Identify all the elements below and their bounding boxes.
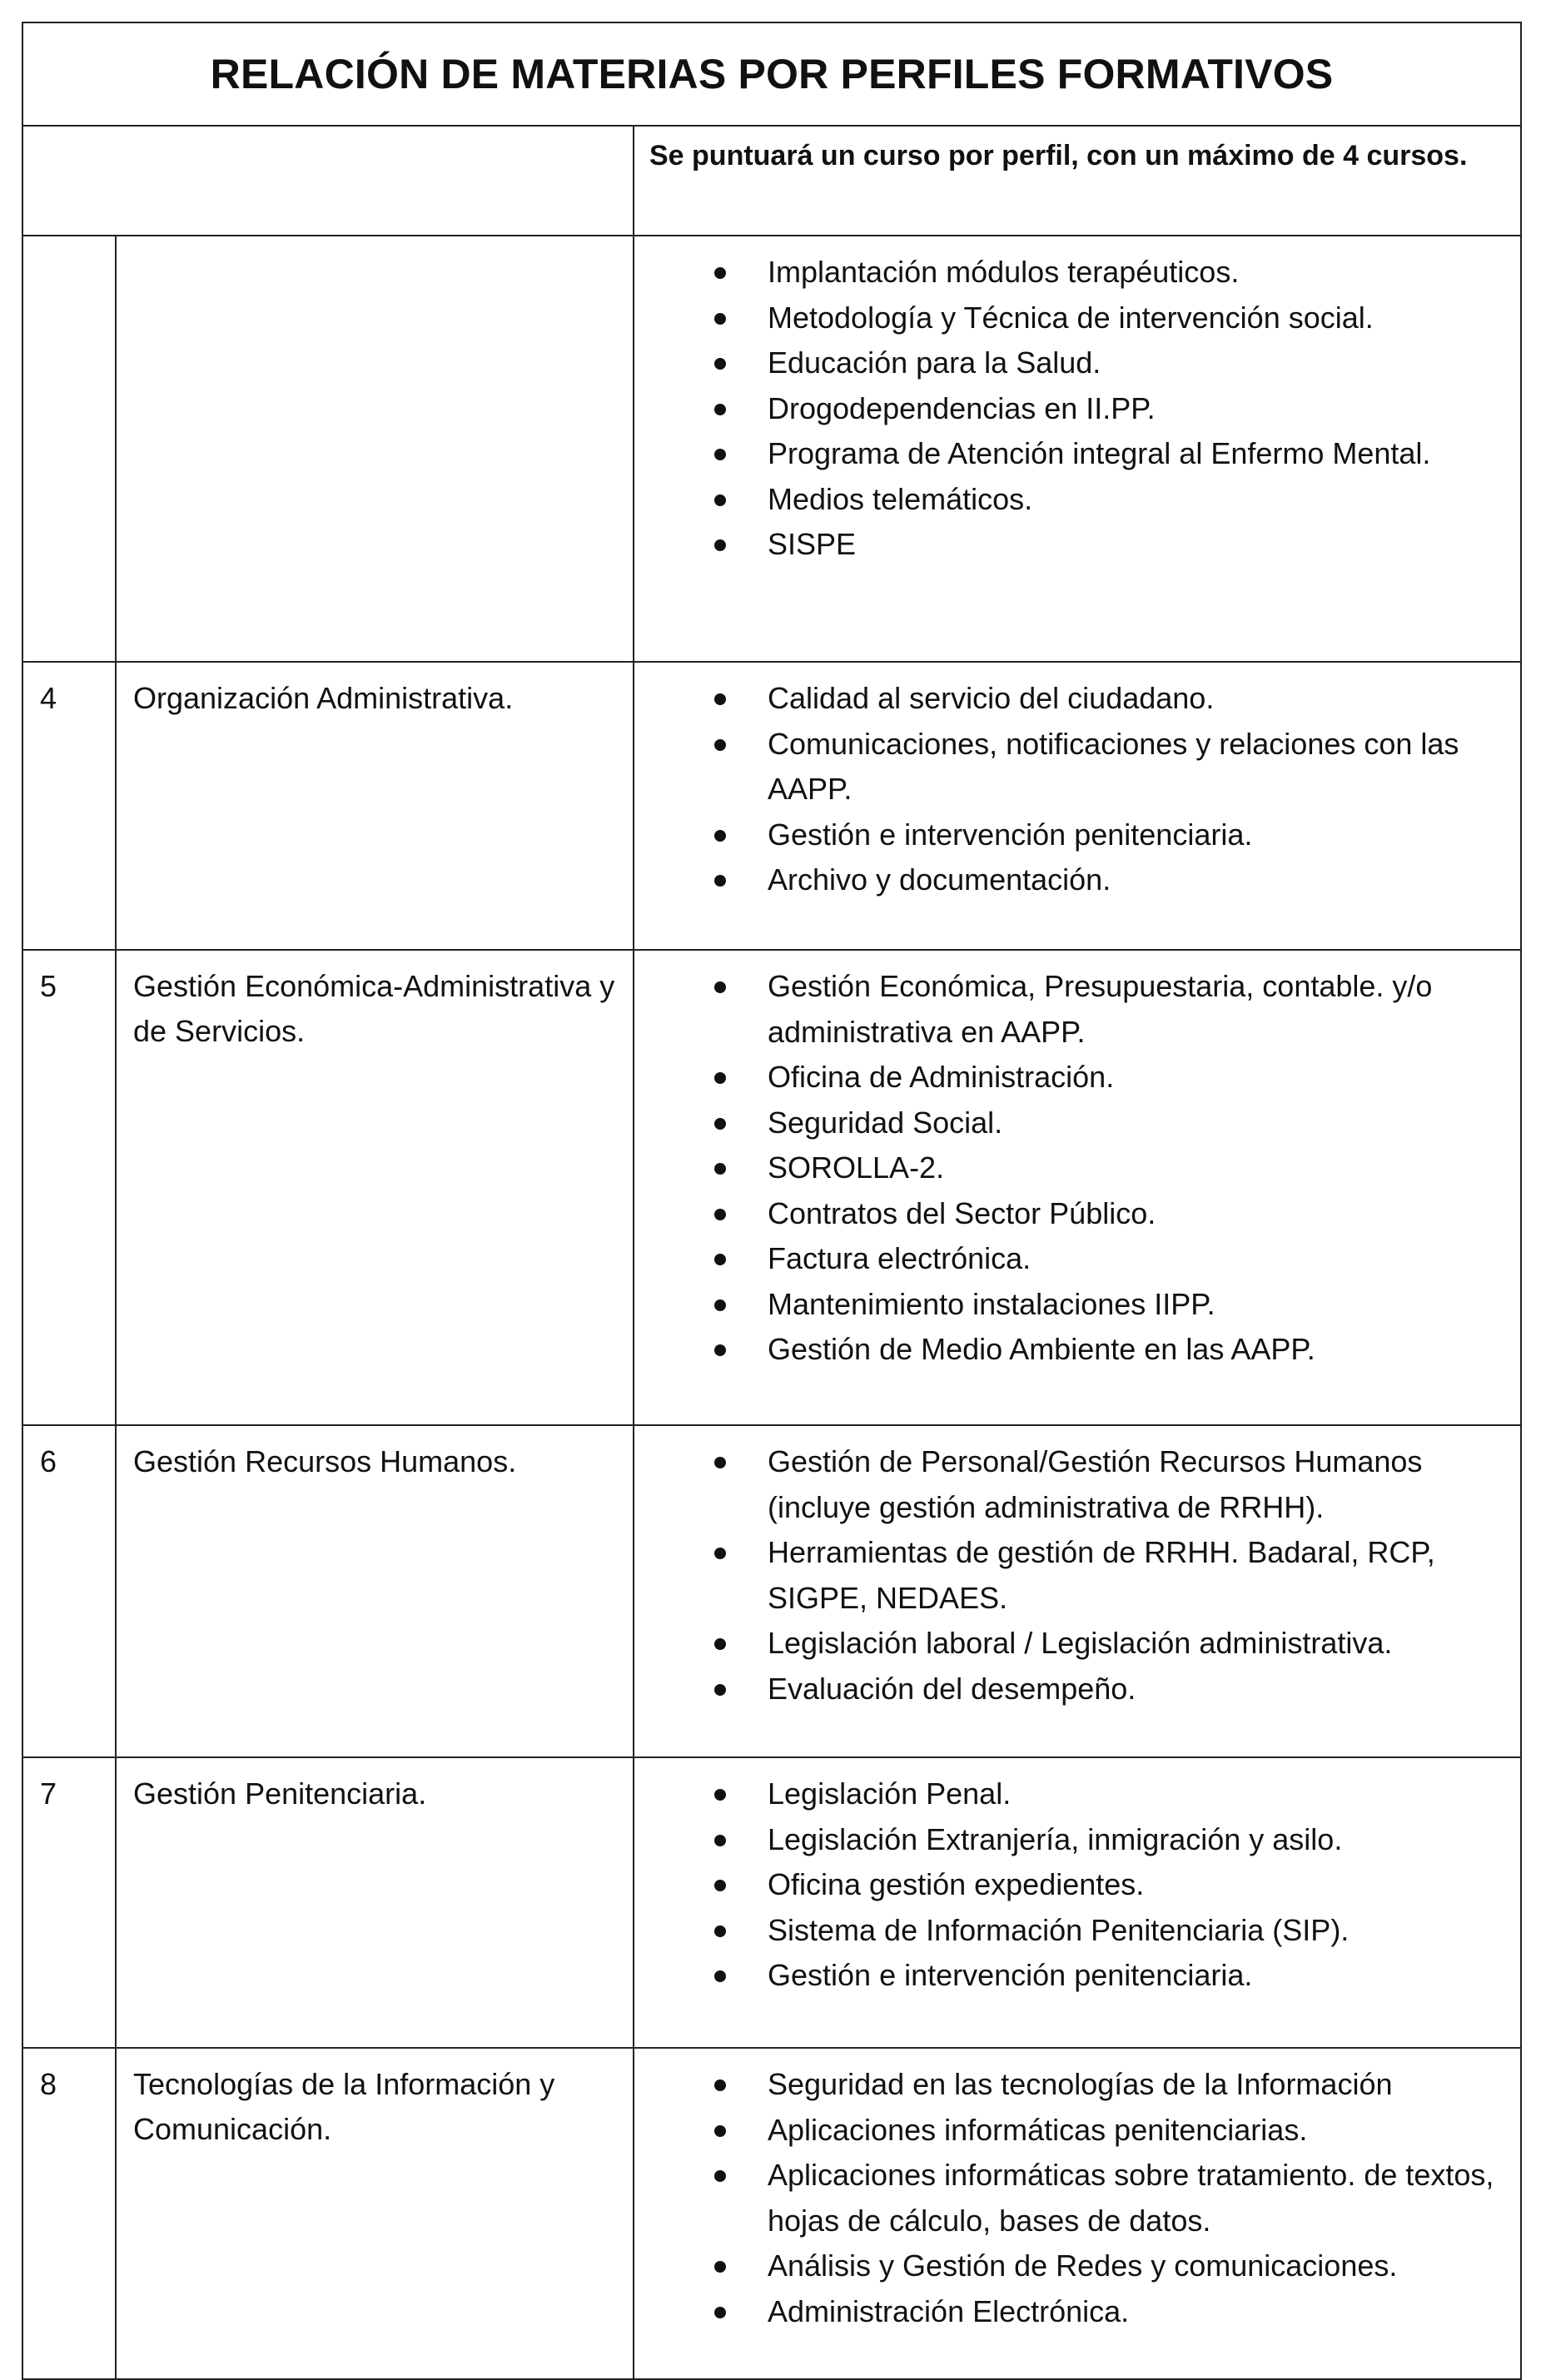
bullet-icon (714, 2170, 726, 2182)
subjects-cell (634, 236, 1521, 662)
bullet-icon (714, 313, 726, 325)
table-row (22, 662, 1521, 950)
subjects-list (634, 1439, 1510, 1712)
list-item: Análisis y Gestión de Redes y comunicaciones. (634, 2243, 1510, 2289)
table-row (22, 950, 1521, 1425)
bullet-icon (714, 1970, 726, 1982)
bullet-icon (714, 449, 726, 460)
list-item: Legislación Extranjería, inmigración y asilo. (634, 1817, 1510, 1863)
profile-name: Organización Administrativa. (116, 662, 634, 950)
profile-name: Gestión Penitenciaria. (116, 1757, 634, 2048)
profile-name: Tecnologías de la Información y Comunicación. (116, 2048, 634, 2379)
bullet-icon (714, 539, 726, 551)
subjects-cell (634, 1425, 1521, 1757)
bullet-icon (714, 739, 726, 751)
table-row (22, 2048, 1521, 2379)
bullet-icon (714, 981, 726, 993)
bullet-icon (714, 1344, 726, 1356)
profile-number: 8 (22, 2048, 116, 2379)
list-item: SISPE (634, 522, 1510, 568)
list-item: Gestión e intervención penitenciaria. (634, 1953, 1510, 1999)
list-item: Gestión de Medio Ambiente en las AAPP. (634, 1327, 1510, 1373)
list-item: Legislación laboral / Legislación administrativa. (634, 1621, 1510, 1667)
list-item: Evaluación del desempeño. (634, 1667, 1510, 1712)
profile-number (22, 236, 116, 662)
list-item: Contratos del Sector Público. (634, 1191, 1510, 1237)
bullet-icon (714, 1163, 726, 1175)
list-item: Seguridad en las tecnologías de la Información (634, 2062, 1510, 2108)
bullet-icon (714, 1072, 726, 1084)
list-item: Aplicaciones informáticas penitenciarias. (634, 2108, 1510, 2154)
table-title: RELACIÓN DE MATERIAS POR PERFILES FORMATIVOS (22, 22, 1521, 126)
bullet-icon (714, 875, 726, 887)
bullet-icon (714, 2079, 726, 2091)
list-item: Herramientas de gestión de RRHH. Badaral, RCP, SIGPE, NEDAES. (634, 1530, 1510, 1621)
bullet-icon (714, 358, 726, 370)
subjects-list (634, 250, 1510, 568)
list-item: Programa de Atención integral al Enfermo Mental. (634, 431, 1510, 477)
bullet-icon (714, 1548, 726, 1559)
list-item: Gestión Económica, Presupuestaria, contable. y/o administrativa en AAPP. (634, 964, 1510, 1055)
subjects-cell (634, 2048, 1521, 2379)
subheader-note: Se puntuará un curso por perfil, con un máximo de 4 cursos. (634, 126, 1521, 236)
bullet-icon (714, 1880, 726, 1891)
list-item: Archivo y documentación. (634, 857, 1510, 903)
bullet-icon (714, 1789, 726, 1801)
subheader-row (22, 126, 1521, 236)
bullet-icon (714, 1835, 726, 1846)
profile-number: 5 (22, 950, 116, 1425)
bullet-icon (714, 404, 726, 415)
list-item: Oficina gestión expedientes. (634, 1862, 1510, 1908)
bullet-icon (714, 1254, 726, 1265)
subjects-list (634, 1771, 1510, 1999)
list-item: Educación para la Salud. (634, 340, 1510, 386)
list-item: Implantación módulos terapéuticos. (634, 250, 1510, 296)
profile-name (116, 236, 634, 662)
list-item: Gestión e intervención penitenciaria. (634, 812, 1510, 858)
bullet-icon (714, 2261, 726, 2273)
profiles-table (22, 22, 1522, 2380)
bullet-icon (714, 1209, 726, 1220)
list-item: Metodología y Técnica de intervención social. (634, 296, 1510, 341)
list-item: Calidad al servicio del ciudadano. (634, 676, 1510, 722)
list-item: Legislación Penal. (634, 1771, 1510, 1817)
bullet-icon (714, 830, 726, 842)
list-item: Medios telemáticos. (634, 477, 1510, 523)
bullet-icon (714, 2307, 726, 2318)
title-row (22, 22, 1521, 126)
subjects-cell (634, 662, 1521, 950)
list-item: Gestión de Personal/Gestión Recursos Humanos (incluye gestión administrativa de RRHH). (634, 1439, 1510, 1530)
list-item: Sistema de Información Penitenciaria (SIP). (634, 1908, 1510, 1954)
profile-name: Gestión Económica-Administrativa y de Servicios. (116, 950, 634, 1425)
subjects-list (634, 2062, 1510, 2334)
profile-name: Gestión Recursos Humanos. (116, 1425, 634, 1757)
bullet-icon (714, 1925, 726, 1937)
list-item: Comunicaciones, notificaciones y relaciones con las AAPP. (634, 722, 1510, 812)
bullet-icon (714, 2125, 726, 2137)
list-item: Mantenimiento instalaciones IIPP. (634, 1282, 1510, 1328)
bullet-icon (714, 1457, 726, 1468)
table-row (22, 236, 1521, 662)
profile-number: 6 (22, 1425, 116, 1757)
bullet-icon (714, 494, 726, 506)
bullet-icon (714, 1638, 726, 1650)
list-item: Factura electrónica. (634, 1236, 1510, 1282)
list-item: Seguridad Social. (634, 1101, 1510, 1146)
subjects-cell (634, 950, 1521, 1425)
subheader-empty-cell (22, 126, 634, 236)
subjects-cell (634, 1757, 1521, 2048)
subjects-list (634, 676, 1510, 903)
profile-number: 7 (22, 1757, 116, 2048)
bullet-icon (714, 1684, 726, 1696)
table-row (22, 1425, 1521, 1757)
table-row (22, 1757, 1521, 2048)
bullet-icon (714, 693, 726, 705)
profile-number: 4 (22, 662, 116, 950)
list-item: Aplicaciones informáticas sobre tratamiento. de textos, hojas de cálculo, bases de datos. (634, 2153, 1510, 2243)
list-item: SOROLLA-2. (634, 1145, 1510, 1191)
list-item: Administración Electrónica. (634, 2289, 1510, 2335)
list-item: Drogodependencias en II.PP. (634, 386, 1510, 432)
subjects-list (634, 964, 1510, 1373)
bullet-icon (714, 1118, 726, 1130)
list-item: Oficina de Administración. (634, 1055, 1510, 1101)
bullet-icon (714, 267, 726, 279)
bullet-icon (714, 1299, 726, 1311)
